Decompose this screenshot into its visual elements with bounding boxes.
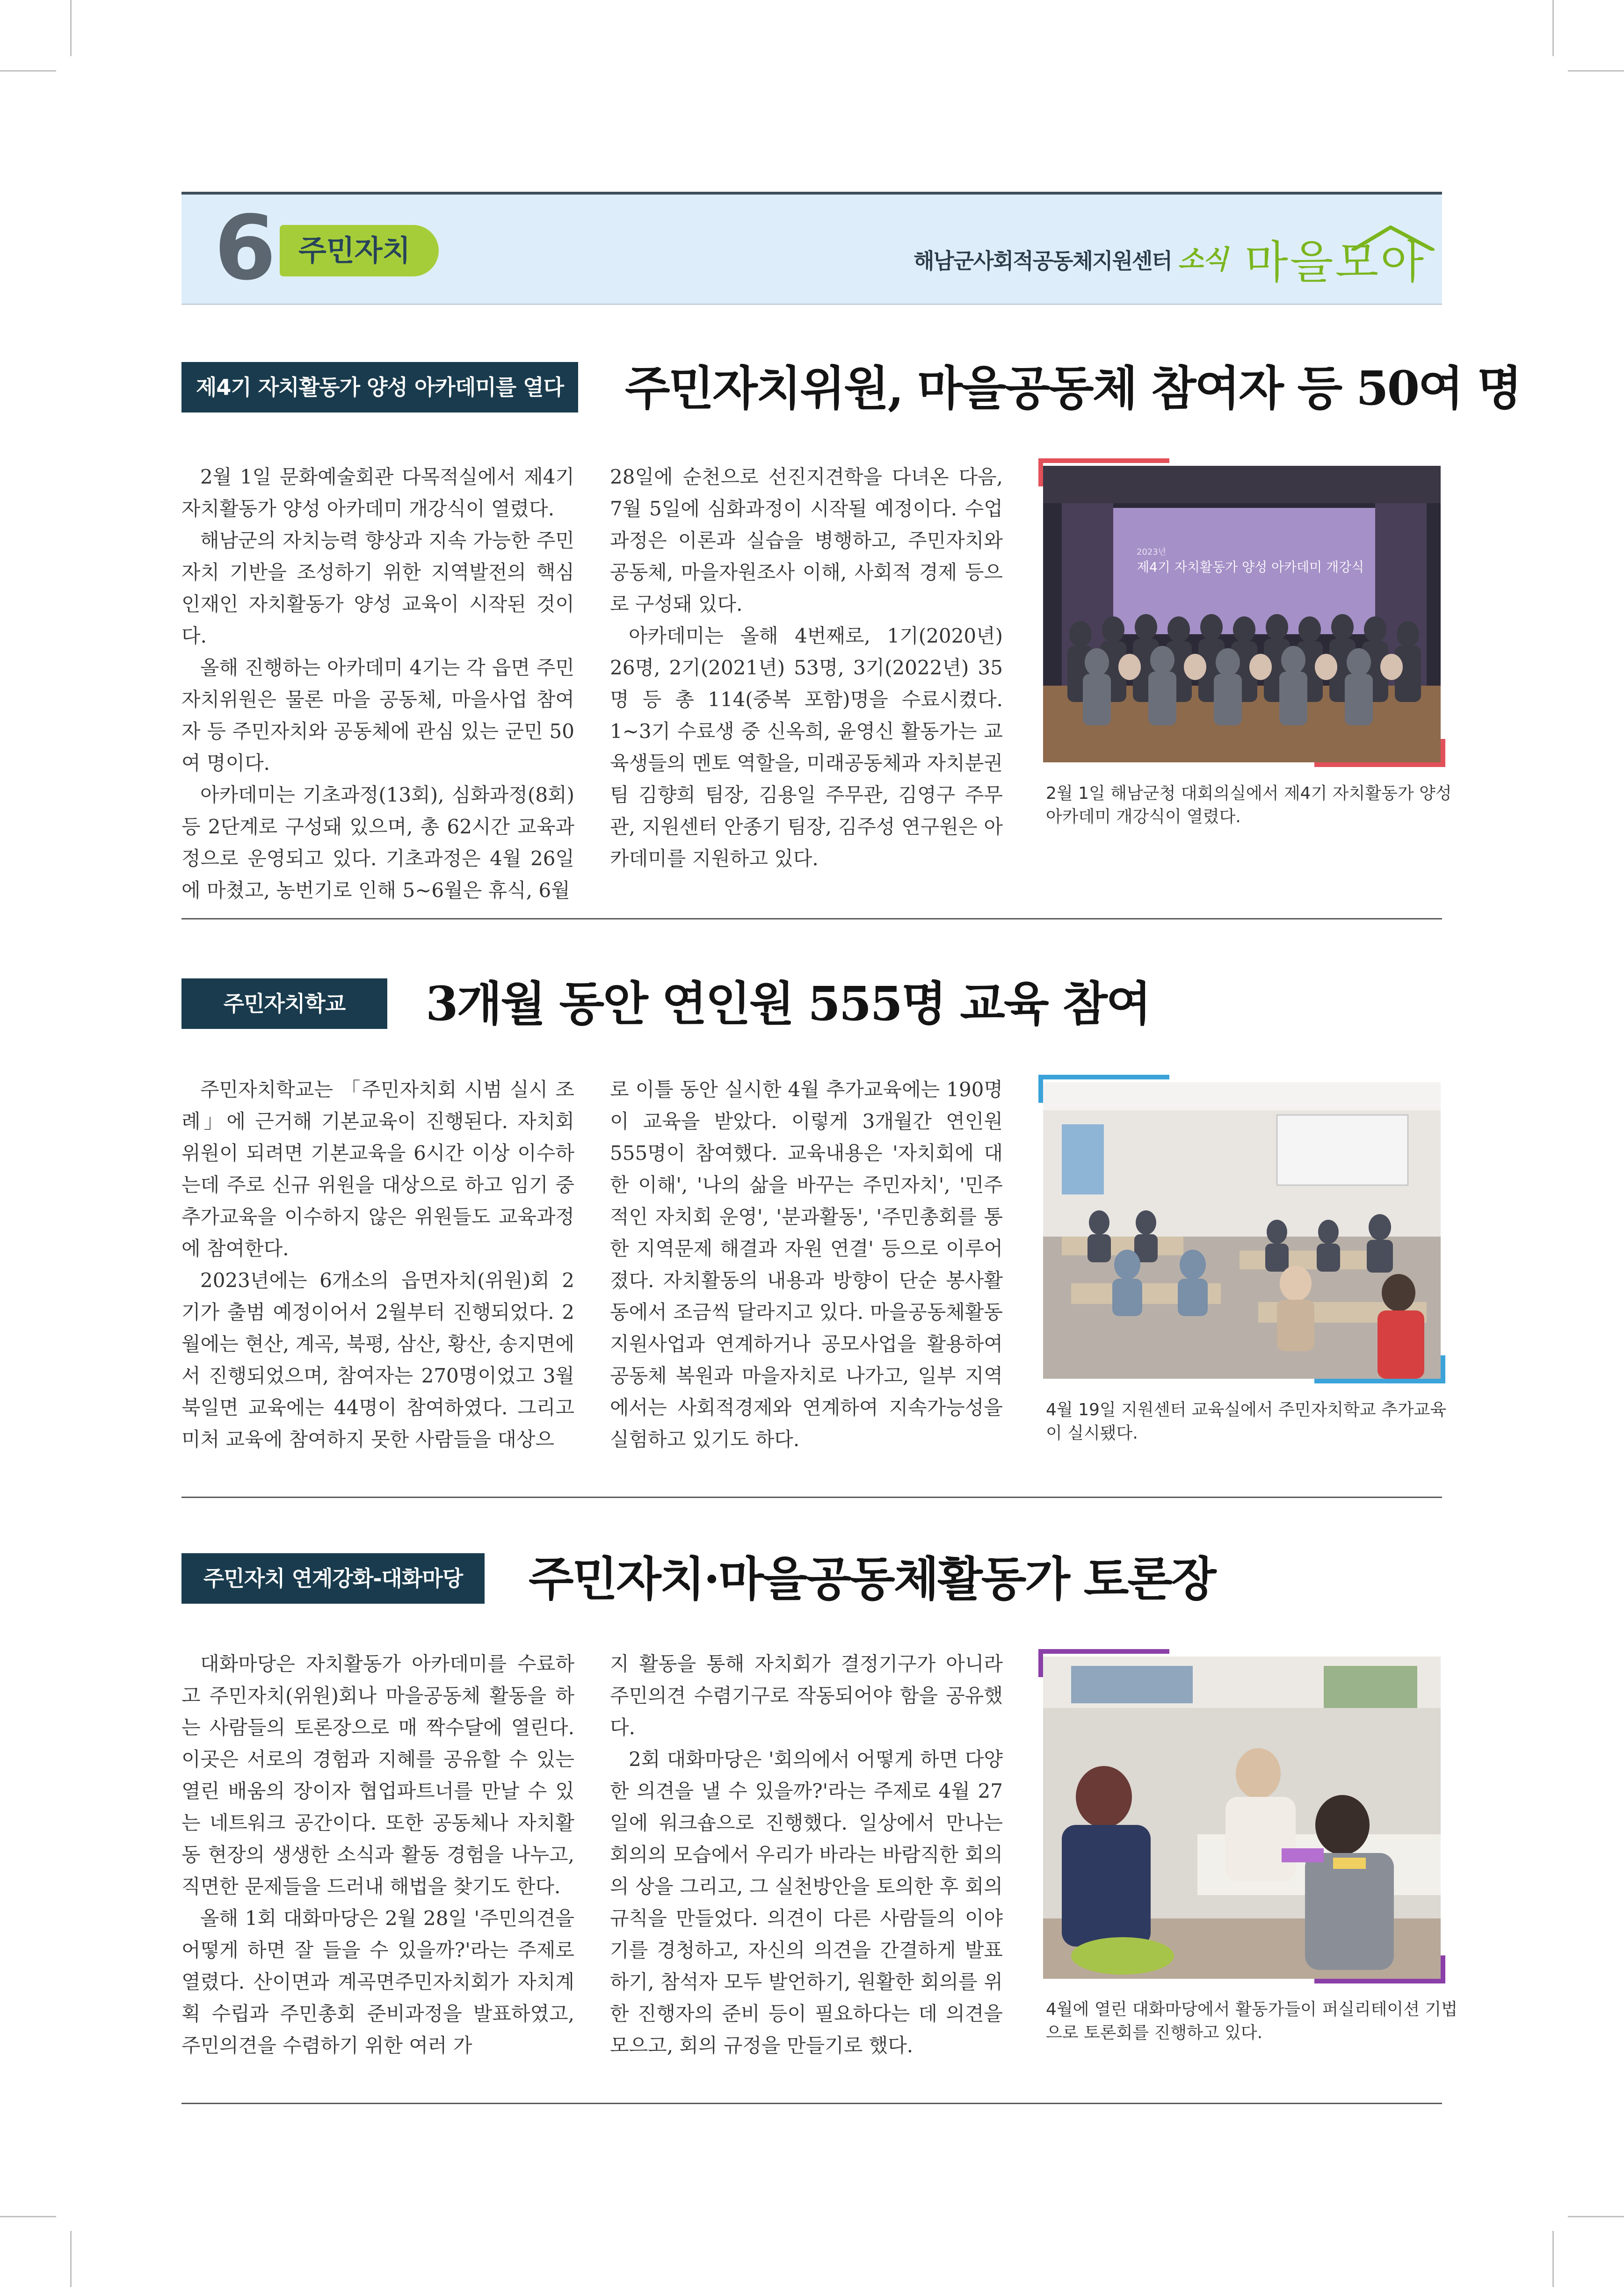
article2-photo-frame: [1038, 1075, 1445, 1383]
paragraph: 2회 대화마당은 '회의에서 어떻게 하면 다양한 의견을 낼 수 있을까?'라는 주제로 4월 27일에 워크숍으로 진행했다. 일상에서 만나는 회의의 모습에서 우리가 바라는 바람직한 회의의 상을 그리고, 그 실천방안을 토의한 후 회의 규칙을 만들었다. 의견이 다른 사람들의 이야기를 경청하고, 자신의 의견을 간결하게 발표하기, 참석자 모두 발언하기, 원활한 회의를 위한 진행자의 준비 등이 필요하다는 데 의견을 모으고, 회의 규정을 만들기로 했다.: [610, 1748, 1003, 2057]
article1-headline: 주민자치위원, 마을공동체 참여자 등 50여 명: [625, 361, 1521, 416]
crop-mark: [1568, 70, 1624, 72]
photo-banner-small: 2023년: [1137, 547, 1167, 557]
academy-opening-photo: [1043, 466, 1441, 762]
newsletter-name: 해남군사회적공동체지원센터: [914, 248, 1172, 274]
article3-photo-frame: [1038, 1649, 1445, 1983]
article2-column-1: [181, 1074, 574, 1455]
article1-kicker: 제4기 자치활동가 양성 아카데미를 열다: [181, 362, 578, 413]
logo-text: 마을모아: [1245, 236, 1426, 289]
section-divider: [181, 1497, 1442, 1498]
crop-mark: [1552, 0, 1554, 56]
article3-column-1: [181, 1648, 574, 2062]
paragraph: 주민자치학교는 「주민자치회 시범 실시 조례」에 근거해 기본교육이 진행된다. 자치회 위원이 되려면 기본교육을 6시간 이상 이수하는데 주로 신규 위원을 대상으로 하고 임기 중 추가교육을 이수하지 않은 위원들도 교육과정에 참여한다.: [181, 1078, 574, 1260]
article2-headline: 3개월 동안 연인원 555명 교육 참여: [426, 976, 1150, 1031]
paragraph: 2월 1일 문화예술회관 다목적실에서 제4기 자치활동가 양성 아카데미 개강식이 열렸다.: [181, 465, 574, 520]
crop-mark: [70, 2231, 72, 2287]
article1-column-1: [181, 461, 574, 906]
photo-banner: 제4기 자치활동가 양성 아카데미 개강식: [1137, 559, 1364, 575]
paragraph: 대화마당은 자치활동가 아카데미를 수료하고 주민자치(위원)회나 마을공동체 활동을 하는 사람들의 토론장으로 매 짝수달에 열린다. 이곳은 서로의 경험과 지혜를 공유할 수 있는 열린 배움의 장이자 협업파트너를 만날 수 있는 네트워크 공간이다. 또한 공동체나 자치활동 현장의 생생한 소식과 활동 경험을 나누고, 직면한 문제들을 드러내 해법을 찾기도 한다.: [181, 1652, 574, 1898]
article1-photo-frame: [1038, 458, 1445, 767]
section-divider: [181, 918, 1442, 919]
dialogue-forum-photo: [1043, 1657, 1441, 1979]
article2-kicker: 주민자치학교: [181, 978, 387, 1029]
crop-mark: [70, 0, 72, 56]
paragraph: 해남군의 자치능력 향상과 지속 가능한 주민자치 기반을 조성하기 위한 지역발전의 핵심 인재인 자치활동가 양성 교육이 시작된 것이다.: [181, 529, 574, 647]
section-divider: [181, 2103, 1442, 2104]
article1-column-2: [610, 461, 1003, 875]
paragraph: 올해 1회 대화마당은 2월 28일 '주민의견을 어떻게 하면 잘 들을 수 있을까?'라는 주제로 열렸다. 산이면과 계곡면주민자치회가 자치계획 수립과 주민총회 준비과정을 발표하였고, 주민의견을 수렴하기 위한 여러 가: [181, 1907, 574, 2057]
paragraph: 올해 진행하는 아카데미 4기는 각 읍면 주민자치위원은 물론 마을 공동체, 마을사업 참여자 등 주민자치와 공동체에 관심 있는 군민 50여 명이다.: [181, 656, 574, 774]
newsletter-accent: 소식: [1178, 245, 1227, 275]
citizen-school-photo: [1043, 1082, 1441, 1379]
paragraph: 로 이틀 동안 실시한 4월 추가교육에는 190명이 교육을 받았다. 이렇게 3개월간 연인원 555명이 참여했다. 교육내용은 '자치회에 대한 이해', '나의 삶을 바꾸는 주민자치', '민주적인 자치회 운영', '분과활동', '주민총회를 통한 지역문제 해결과 자원 연결' 등으로 이루어졌다. 자치활동의 내용과 방향이 단순 봉사활동에서 조금씩 달라지고 있다. 마을공동체활동지원사업과 연계하거나 공모사업을 활용하여 공동체 복원과 마을자치로 나가고, 일부 지역에서는 사회적경제와 연계하여 지속가능성을 실험하고 있기도 하다.: [610, 1078, 1003, 1451]
paragraph: 지 활동을 통해 자치회가 결정기구가 아니라 주민의견 수렴기구로 작동되어야 함을 공유했다.: [610, 1652, 1003, 1739]
paragraph: 28일에 순천으로 선진지견학을 다녀온 다음, 7월 5일에 심화과정이 시작될 예정이다. 수업 과정은 이론과 실습을 병행하고, 주민자치와 공동체, 마을자원조사 이해, 사회적 경제 등으로 구성돼 있다.: [610, 465, 1003, 615]
article2-caption: 4월 19일 지원센터 교육실에서 주민자치학교 추가교육이 실시됐다.: [1046, 1400, 1447, 1443]
paragraph: 2023년에는 6개소의 읍면자치(위원)회 2기가 출범 예정이어서 2월부터 진행되었다. 2월에는 현산, 계곡, 북평, 삼산, 황산, 송지면에서 진행되었으며, 참여자는 270명이었고 3월 북일면 교육에는 44명이 참여하였다. 그리고 미처 교육에 참여하지 못한 사람들을 대상으: [181, 1269, 574, 1451]
article3-headline: 주민자치·마을공동체활동가 토론장: [529, 1551, 1215, 1607]
crop-mark: [0, 70, 56, 72]
article3-caption: 4월에 열린 대화마당에서 활동가들이 퍼실리테이션 기법으로 토론회를 진행하고 있다.: [1046, 2000, 1457, 2042]
crop-mark: [1568, 2216, 1624, 2217]
article2-column-2: [610, 1074, 1003, 1455]
article1-caption: 2월 1일 해남군청 대회의실에서 제4기 자치활동가 양성 아카데미 개강식이 열렸다.: [1046, 784, 1452, 826]
crop-mark: [1552, 2231, 1554, 2287]
newsletter-logo: [1236, 223, 1437, 288]
article3-column-2: [610, 1648, 1003, 2062]
newsletter-title: [914, 239, 1227, 276]
page-header: [181, 192, 1442, 305]
crop-mark: [0, 2216, 56, 2217]
page-number: 6: [214, 196, 276, 300]
article3-kicker: 주민자치 연계강화-대화마당: [181, 1553, 485, 1604]
paragraph: 아카데미는 올해 4번째로, 1기(2020년) 26명, 2기(2021년) 53명, 3기(2022년) 35명 등 총 114(중복 포함)명을 수료시켰다. 1~3기 수료생 중 신옥희, 윤영신 활동가는 교육생들의 멘토 역할을, 미래공동체과 자치분권팀 김향희 팀장, 김용일 주무관, 김영구 주무관, 지원센터 안종기 팀장, 김주성 연구원은 아카데미를 지원하고 있다.: [610, 624, 1003, 870]
section-tag: 주민자치: [280, 225, 439, 276]
paragraph: 아카데미는 기초과정(13회), 심화과정(8회) 등 2단계로 구성돼 있으며, 총 62시간 교육과정으로 운영되고 있다. 기초과정은 4월 26일에 마쳤고, 농번기로 인해 5~6월은 휴식, 6월: [181, 783, 574, 902]
